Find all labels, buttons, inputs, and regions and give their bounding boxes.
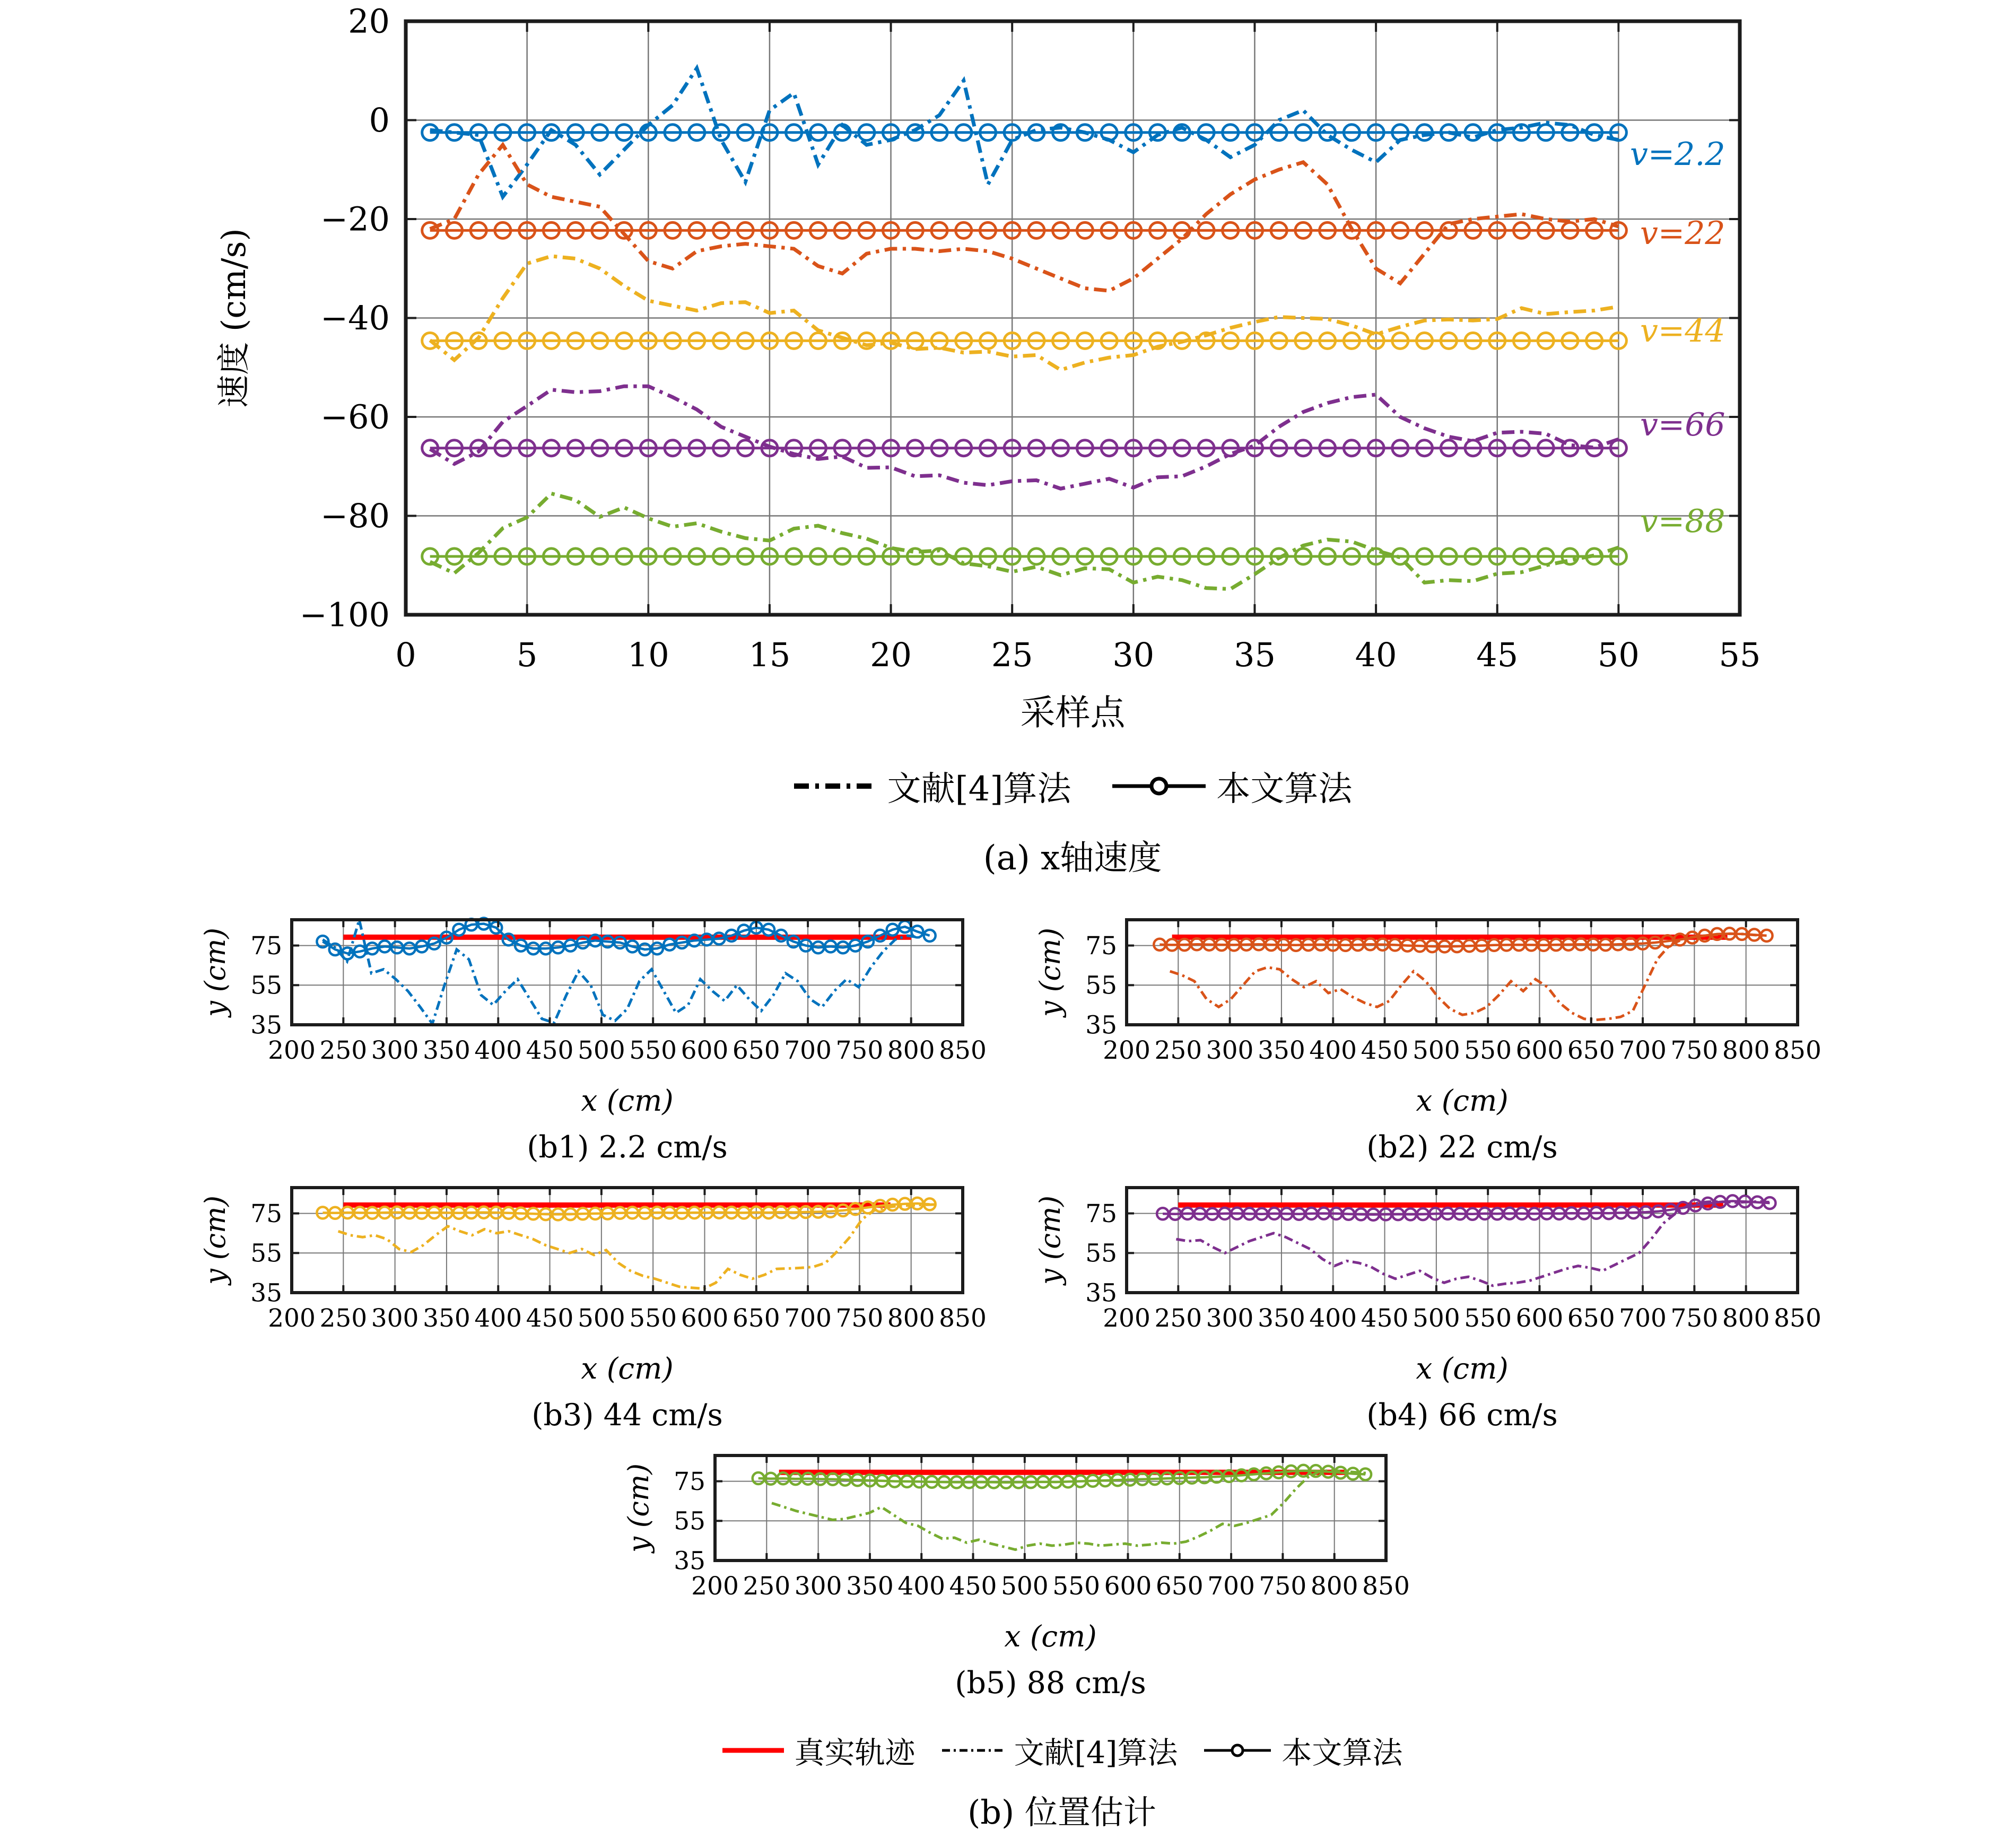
y-tick-label: −60 — [320, 397, 390, 437]
x-tick-label: 650 — [1567, 1304, 1615, 1333]
x-tick-label: 250 — [1154, 1036, 1202, 1065]
subfigure-caption: (b5) 88 cm/s — [955, 1666, 1146, 1701]
x-tick-label: 750 — [835, 1304, 884, 1333]
x-tick-label: 350 — [423, 1036, 470, 1065]
series-ref-line — [430, 256, 1619, 370]
x-tick-label: 40 — [1355, 635, 1397, 674]
x-tick-label: 600 — [1515, 1036, 1564, 1065]
x-tick-label: 500 — [1412, 1304, 1460, 1333]
x-tick-label: 550 — [629, 1304, 677, 1333]
x-tick-label: 350 — [1258, 1304, 1305, 1333]
x-tick-label: 350 — [846, 1572, 894, 1601]
x-tick-label: 600 — [681, 1036, 729, 1065]
x-tick-label: 15 — [748, 635, 791, 674]
y-tick-label: 55 — [250, 971, 282, 1000]
legend-b-item-ref — [941, 1729, 1178, 1772]
x-tick-label: 200 — [268, 1304, 316, 1333]
x-tick-label: 650 — [1155, 1572, 1204, 1601]
x-tick-label: 750 — [835, 1036, 884, 1065]
y-tick-label: 75 — [674, 1467, 705, 1497]
y-axis-label: 速度 (cm/s) — [214, 228, 253, 408]
legend-a-item-ref — [793, 762, 1071, 810]
legend-b — [59, 1729, 2005, 1772]
chart-b4-position — [835, 1172, 1837, 1437]
x-tick-label: 400 — [1309, 1304, 1357, 1333]
y-tick-label: −40 — [320, 299, 390, 338]
x-tick-label: 700 — [1207, 1572, 1255, 1601]
x-tick-label: 650 — [732, 1036, 780, 1065]
y-axis-label: y (cm) — [1034, 927, 1067, 1017]
chart-b5-position — [423, 1440, 1426, 1705]
x-tick-label: 700 — [784, 1036, 832, 1065]
x-tick-label: 0 — [395, 635, 416, 674]
x-tick-label: 650 — [732, 1304, 780, 1333]
x-tick-label: 800 — [1722, 1304, 1770, 1333]
x-tick-label: 550 — [629, 1036, 677, 1065]
y-tick-label: 35 — [1085, 1278, 1117, 1308]
circle-marker-sample — [1232, 1745, 1243, 1756]
x-tick-label: 500 — [1412, 1036, 1460, 1065]
y-tick-label: 55 — [1085, 971, 1117, 1000]
x-tick-label: 200 — [691, 1572, 739, 1601]
legend-b-item-true — [721, 1729, 916, 1772]
x-tick-label: 850 — [1362, 1572, 1410, 1601]
x-tick-label: 700 — [1619, 1304, 1667, 1333]
y-axis-label: y (cm) — [199, 927, 232, 1017]
series-annotation: v=2.2 — [1629, 135, 1725, 173]
x-tick-label: 800 — [887, 1036, 935, 1065]
row-b5 — [0, 1440, 2005, 1707]
x-tick-label: 500 — [577, 1036, 625, 1065]
x-tick-label: 700 — [1619, 1036, 1667, 1065]
x-tick-label: 600 — [681, 1304, 729, 1333]
legend-b-label-true: 真实轨迹 — [794, 1736, 916, 1771]
dashdot-line-icon — [793, 779, 878, 793]
x-tick-label: 600 — [1515, 1304, 1564, 1333]
x-tick-label: 200 — [1103, 1304, 1150, 1333]
x-tick-label: 400 — [474, 1304, 522, 1333]
x-tick-label: 750 — [1670, 1304, 1719, 1333]
x-tick-label: 200 — [268, 1036, 316, 1065]
legend-a-label-prop: 本文算法 — [1216, 770, 1353, 809]
x-tick-label: 750 — [1259, 1572, 1307, 1601]
legend-b-label-prop: 本文算法 — [1282, 1736, 1403, 1771]
x-tick-label: 550 — [1052, 1572, 1101, 1601]
x-tick-label: 250 — [319, 1304, 368, 1333]
solid-line-icon — [721, 1745, 785, 1756]
circle-marker-sample — [1152, 779, 1166, 794]
y-tick-label: 75 — [1085, 931, 1117, 961]
caption-b: (b) 位置估计 — [967, 1793, 1156, 1832]
x-tick-label: 850 — [1774, 1304, 1821, 1333]
x-axis-label: 采样点 — [1020, 692, 1126, 733]
x-tick-label: 350 — [1258, 1036, 1305, 1065]
circle-line-icon — [1203, 1741, 1272, 1759]
x-tick-label: 800 — [1310, 1572, 1358, 1601]
series-ref-line — [430, 494, 1619, 589]
x-tick-label: 300 — [371, 1036, 419, 1065]
chart-b2-position — [835, 904, 1837, 1169]
x-axis-label: x (cm) — [581, 1084, 674, 1118]
x-tick-label: 200 — [1103, 1036, 1150, 1065]
x-axis-label: x (cm) — [1416, 1352, 1509, 1385]
x-tick-label: 400 — [1309, 1036, 1357, 1065]
legend-a-item-prop — [1111, 762, 1352, 810]
y-tick-label: 75 — [250, 931, 282, 961]
subfigure-caption: (b4) 66 cm/s — [1366, 1398, 1558, 1433]
x-axis-label: x (cm) — [581, 1352, 674, 1385]
x-tick-label: 500 — [577, 1304, 625, 1333]
y-tick-label: 35 — [1085, 1010, 1117, 1040]
series-annotation: v=22 — [1640, 215, 1725, 252]
x-tick-label: 400 — [897, 1572, 946, 1601]
series-annotation: v=44 — [1640, 312, 1725, 350]
y-tick-label: 35 — [250, 1278, 282, 1308]
x-tick-label: 450 — [1361, 1036, 1409, 1065]
x-tick-label: 500 — [1000, 1572, 1049, 1601]
y-axis-label: y (cm) — [1034, 1195, 1067, 1285]
y-tick-label: 55 — [674, 1506, 705, 1536]
x-tick-label: 35 — [1234, 635, 1276, 674]
x-tick-label: 250 — [319, 1036, 368, 1065]
x-tick-label: 30 — [1112, 635, 1155, 674]
x-axis-label: x (cm) — [1004, 1619, 1097, 1653]
series-annotation: v=66 — [1640, 406, 1725, 443]
x-tick-label: 400 — [474, 1036, 522, 1065]
y-tick-label: 75 — [1085, 1199, 1117, 1229]
subfigure-caption: (b3) 44 cm/s — [531, 1398, 723, 1433]
caption-a: (a) x轴速度 — [983, 839, 1162, 878]
y-tick-label: 0 — [369, 101, 390, 140]
y-tick-label: −100 — [299, 595, 390, 634]
y-tick-label: 35 — [674, 1546, 705, 1576]
chart-a-velocity — [0, 2, 2005, 745]
y-tick-label: −20 — [320, 199, 390, 239]
x-tick-label: 350 — [423, 1304, 470, 1333]
legend-b-label-ref: 文献[4]算法 — [1014, 1736, 1178, 1771]
y-tick-label: −80 — [320, 496, 390, 536]
x-tick-label: 850 — [939, 1304, 987, 1333]
legend-a — [70, 762, 2005, 810]
x-tick-label: 5 — [516, 635, 538, 674]
y-axis-label: y (cm) — [199, 1195, 232, 1285]
x-tick-label: 650 — [1567, 1036, 1615, 1065]
x-tick-label: 250 — [1154, 1304, 1202, 1333]
series-annotation: v=88 — [1640, 502, 1725, 540]
x-tick-label: 300 — [1206, 1304, 1254, 1333]
x-tick-label: 550 — [1464, 1304, 1512, 1333]
row-b3-b4 — [0, 1172, 2005, 1440]
x-tick-label: 800 — [1722, 1036, 1770, 1065]
legend-a-label-ref: 文献[4]算法 — [887, 770, 1071, 809]
y-tick-label: 35 — [250, 1010, 282, 1040]
x-tick-label: 25 — [991, 635, 1033, 674]
x-axis-label: x (cm) — [1416, 1084, 1509, 1118]
x-tick-label: 750 — [1670, 1036, 1719, 1065]
y-tick-label: 55 — [1085, 1239, 1117, 1268]
x-tick-label: 450 — [526, 1304, 574, 1333]
x-tick-label: 850 — [1774, 1036, 1821, 1065]
x-tick-label: 300 — [371, 1304, 419, 1333]
x-tick-label: 250 — [743, 1572, 791, 1601]
series-ref-line — [430, 386, 1619, 489]
x-tick-label: 20 — [870, 635, 912, 674]
dashdot-line-icon — [941, 1745, 1005, 1756]
x-tick-label: 55 — [1719, 635, 1761, 674]
subfigure-caption: (b2) 22 cm/s — [1366, 1130, 1558, 1165]
x-tick-label: 700 — [784, 1304, 832, 1333]
x-tick-label: 600 — [1104, 1572, 1152, 1601]
subfigure-caption: (b1) 2.2 cm/s — [527, 1130, 728, 1165]
x-tick-label: 850 — [939, 1036, 987, 1065]
x-tick-label: 10 — [627, 635, 669, 674]
x-tick-label: 50 — [1597, 635, 1640, 674]
circle-line-icon — [1111, 774, 1207, 798]
y-tick-label: 75 — [250, 1199, 282, 1229]
row-b1-b2 — [0, 904, 2005, 1172]
y-tick-label: 55 — [250, 1239, 282, 1268]
y-axis-label: y (cm) — [623, 1463, 655, 1553]
x-tick-label: 300 — [794, 1572, 842, 1601]
legend-b-item-prop — [1203, 1729, 1402, 1772]
x-tick-label: 800 — [887, 1304, 935, 1333]
x-tick-label: 450 — [949, 1572, 997, 1601]
x-tick-label: 450 — [526, 1036, 574, 1065]
x-tick-label: 550 — [1464, 1036, 1512, 1065]
x-tick-label: 300 — [1206, 1036, 1254, 1065]
x-tick-label: 450 — [1361, 1304, 1409, 1333]
x-tick-label: 45 — [1476, 635, 1519, 674]
y-tick-label: 20 — [348, 2, 390, 41]
